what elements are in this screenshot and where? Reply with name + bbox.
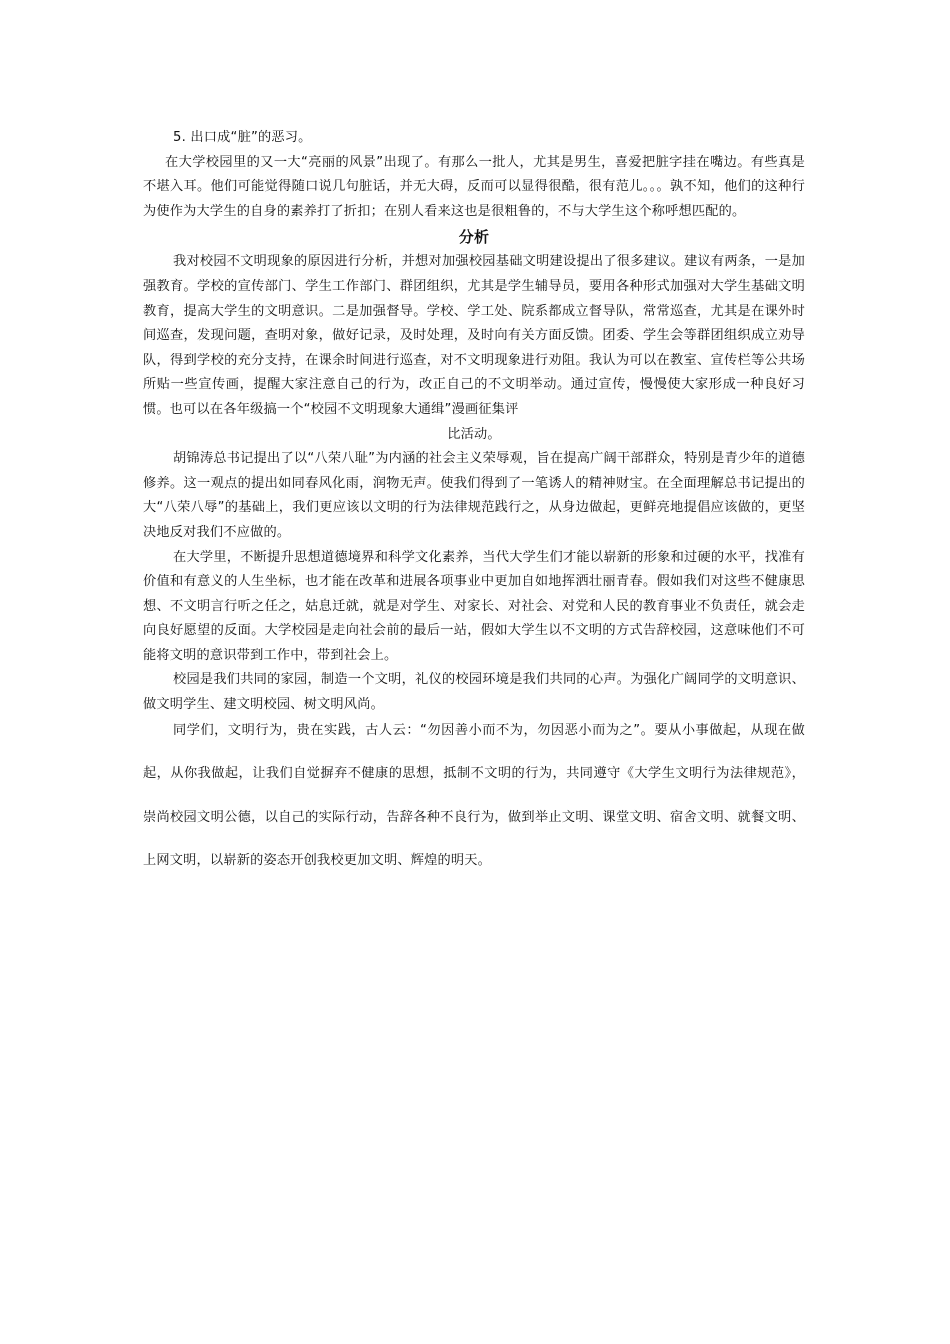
list-item-5: 5. 出口成“脏”的恶习。 [173, 130, 312, 145]
paragraph-analysis-1: 我对校园不文明现象的原因进行分析，并想对加强校园基础文明建设提出了很多建议。建议有两条，一是加强教育。学校的宣传部门、学生工作部门、群团组织，尤其是学生辅导员，要用各种形式加强对大学生基础文明教育，提高大学生的文明意识。二是加强督导。学校、学工处、院系都成立督导队，常常巡查，尤其是在课外时间巡查，发现问题，查明对象，做好记录，及时处理，及时向有关方面反馈。团委、学生会等群团组织成立劝导队，得到学校的充分支持，在课余时间进行巡查，对不文明现象进行劝阻。我认为可以在教室、宣传栏等公共场所贴一些宣传画，提醒大家注意自己的行为，改正自己的不文明举动。通过宣传，慢慢使大家形成一种良好习惯。也可以在各年级搞一个“校园不文明现象大通缉”漫画征集评 [143, 254, 805, 417]
section-heading-analysis: 分析 [458, 228, 490, 247]
paragraph-analysis-2: 胡锦涛总书记提出了以“八荣八耻”为内涵的社会主义荣辱观，旨在提高广阔干部群众，特别是青少年的道德修养。这一观点的提出如同春风化雨，润物无声。使我们得到了一笔诱人的精神财宝。在全面理解总书记提出的大“八荣八辱”的基础上，我们更应该以文明的行为法律规范践行之，从身边做起，更鲜亮地提倡应该做的，更坚决地反对我们不应做的。 [143, 451, 805, 540]
paragraph-analysis-4: 校园是我们共同的家园，制造一个文明，礼仪的校园环境是我们共同的心声。为强化广阔同学的文明意识、做文明学生、建文明校园、树文明风尚。 [143, 672, 805, 713]
document-page [143, 126, 805, 883]
paragraph-analysis-5: 同学们，文明行为，贵在实践，古人云：“勿因善小而不为，勿因恶小而为之”。要从小事做起，从现在做起，从你我做起，让我们自觉摒弃不健康的思想，抵制不文明的行为，共同遵守《大学生文明行为法律规范》，崇尚校园文明公德，以自己的实际行动，告辞各种不良行为，做到举止文明、课堂文明、宿舍文明、就餐文明、上网文明，以崭新的姿态开创我校更加文明、辉煌的明天。 [143, 722, 805, 869]
paragraph-analysis-3: 在大学里，不断提升思想道德境界和科学文化素养，当代大学生们才能以崭新的形象和过硬的水平，找准有价值和有意义的人生坐标，也才能在改革和进展各项事业中更加自如地挥洒壮丽青春。假如我们对这些不健康思想、不文明言行听之任之，姑息迁就，就是对学生、对家长、对社会、对党和人民的教育事业不负责任，就会走向良好愿望的反面。大学校园是走向社会前的最后一站，假如大学生以不文明的方式告辞校园，这意味他们不可能将文明的意识带到工作中，带到社会上。 [143, 549, 805, 663]
paragraph-analysis-1-tail: 比活动。 [447, 426, 501, 442]
paragraph-item5-description: 在大学校园里的又一大“亮丽的风景”出现了。有那么一批人，尤其是男生，喜爱把脏字挂在嘴边。有些真是不堪入耳。他们可能觉得随口说几句脏话，并无大碍，反而可以显得很酷，很有范儿。。。孰不知，他们的这种行为使作为大学生的自身的素养打了折扣；在别人看来这也是很粗鲁的，不与大学生这个称呼想匹配的。 [143, 154, 805, 219]
